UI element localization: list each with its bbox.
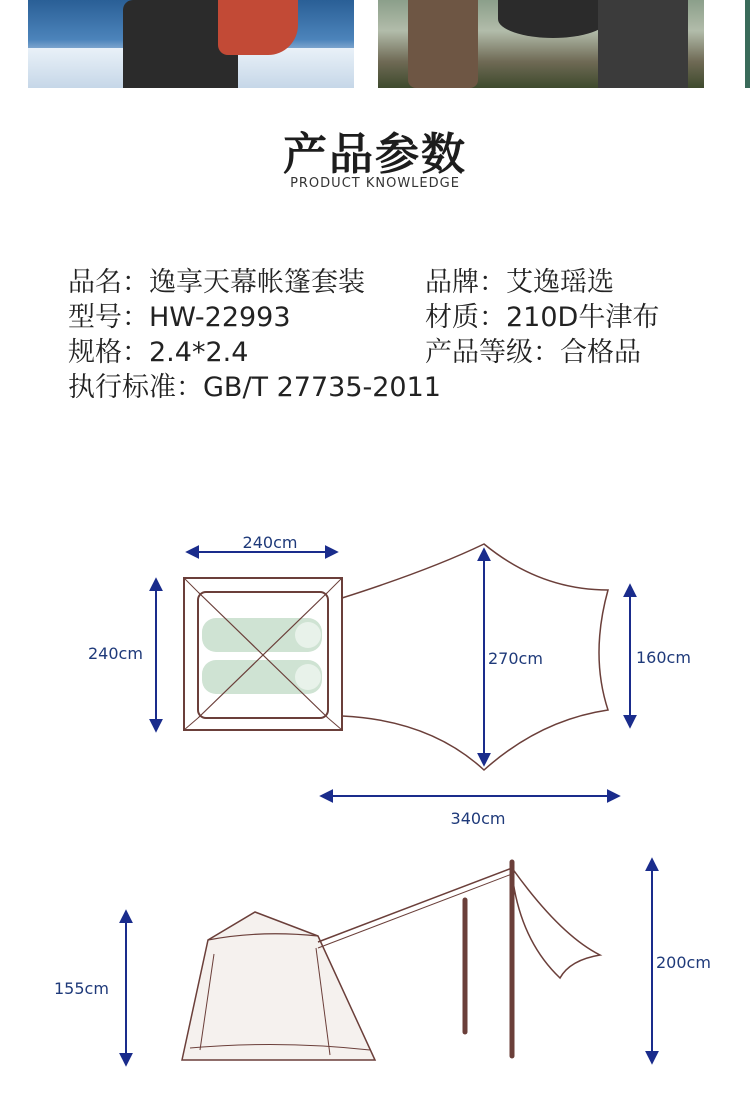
spec-standard: 执行标准：GB/T 27735-2011 [68,372,441,403]
dim-total-length-label: 340cm [450,809,506,828]
tent-side-view-diagram [0,850,750,1090]
spec-size: 规格：2.4*2.4 [68,337,249,368]
section-subtitle: PRODUCT KNOWLEDGE [290,176,460,191]
dim-width-label: 240cm [242,533,298,552]
section-title: 产品参数 [283,129,467,180]
tarp-line [318,868,512,942]
dim-depth-label: 240cm [88,644,143,663]
hero-photo-snow [28,0,354,88]
dim-pole-height-label: 200cm [656,953,711,972]
hero-photo-bbq [378,0,704,88]
spec-brand: 品牌：艾逸瑶选 [425,267,614,298]
dim-tarp-end-label: 160cm [636,648,691,667]
hero-photo-edge [745,0,750,88]
bbq-grill [498,0,608,38]
hiker-jacket [218,0,298,55]
spec-model: 型号：HW-22993 [68,302,291,333]
tent-top-view-diagram [0,520,750,840]
dim-tarp-span-label: 270cm [488,649,543,668]
spec-grade: 产品等级：合格品 [425,337,641,368]
person-figure [598,0,688,88]
person-figure [408,0,478,88]
tarp-wing [512,868,600,978]
pillow [295,622,321,648]
spec-material: 材质：210D牛津布 [425,302,660,333]
dim-tent-height-label: 155cm [54,979,109,998]
pillow [295,664,321,690]
spec-name: 品名：逸享天幕帐篷套装 [68,267,365,298]
tarp-outline [342,544,608,770]
